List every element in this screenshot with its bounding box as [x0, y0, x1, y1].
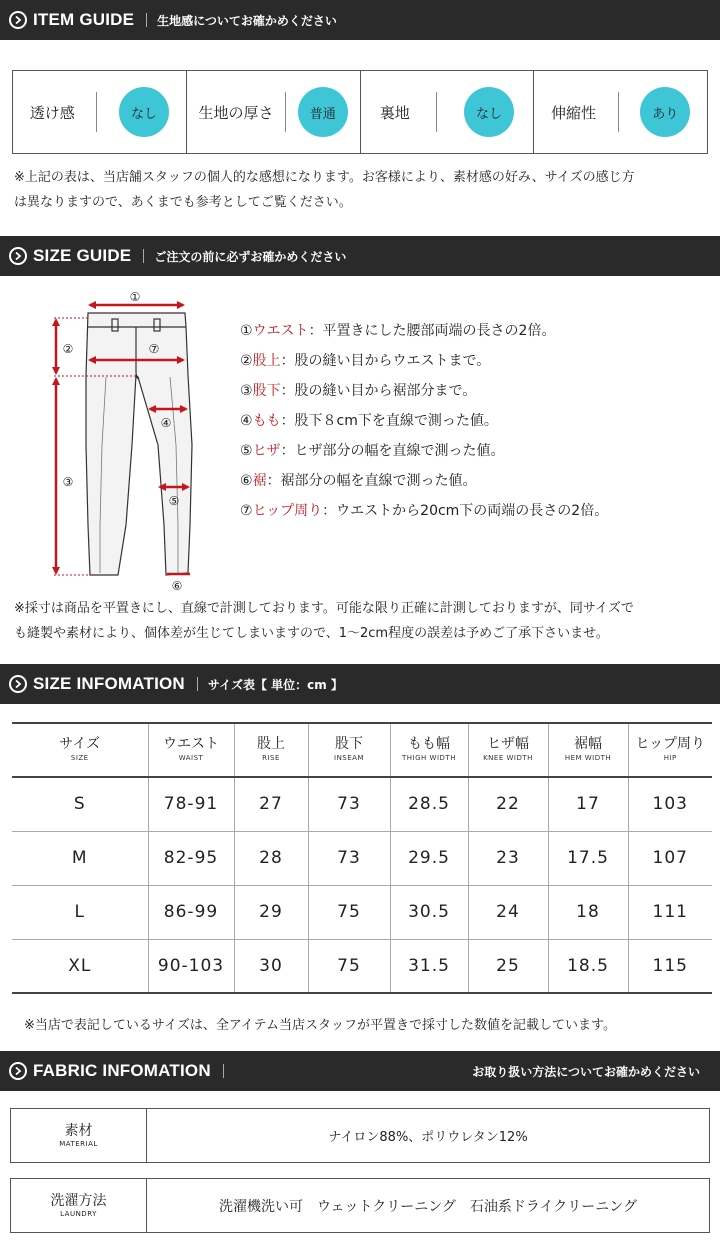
note-line: ※上記の表は、当店舗スタッフの個人的な感想になります。お客様により、素材感の好み、サイズの感じ方 — [14, 170, 635, 185]
legend-desc: ：裾部分の幅を直線で測った値。 — [266, 473, 477, 489]
size-table — [12, 722, 712, 994]
chevron-right-icon — [9, 247, 27, 265]
divider — [96, 92, 97, 132]
material-label-en: MATERIAL — [59, 1140, 98, 1148]
chevron-right-icon — [9, 675, 27, 693]
size-table-header-row — [12, 723, 712, 777]
divider — [618, 92, 619, 132]
legend-term: もも — [252, 413, 281, 429]
col-header-size: サイズ SIZE — [12, 723, 148, 777]
divider — [197, 677, 198, 691]
item-guide-note — [14, 165, 714, 215]
laundry-row — [10, 1178, 710, 1233]
cell: 111 — [628, 885, 712, 939]
note-line: は異なりますので、あくまでも参考としてご覧ください。 — [14, 195, 352, 210]
cell: 82-95 — [148, 831, 234, 885]
col-header-waist: ウエスト WAIST — [148, 723, 234, 777]
cell: 18 — [548, 885, 628, 939]
cell: XL — [12, 939, 148, 993]
divider — [223, 1064, 224, 1078]
laundry-value: 洗濯機洗い可 ウェットクリーニング 石油系ドライクリーニング — [219, 1198, 637, 1215]
cell: 73 — [308, 831, 390, 885]
pants-outline — [86, 313, 192, 575]
fabric-info-header — [0, 1051, 720, 1091]
legend-row — [240, 316, 608, 346]
measurement-legend — [240, 316, 608, 526]
divider — [436, 92, 437, 132]
material-label: 素材 — [64, 1123, 93, 1139]
cell: S — [12, 777, 148, 831]
laundry-label-en: LAUNDRY — [60, 1210, 97, 1218]
laundry-label: 洗濯方法 — [50, 1193, 107, 1209]
legend-row — [240, 376, 608, 406]
cell: 73 — [308, 777, 390, 831]
legend-term: ウエスト — [252, 323, 309, 339]
guide-label: 裏地 — [379, 103, 410, 122]
size-info-header — [0, 664, 720, 704]
legend-row — [240, 466, 608, 496]
fabric-feel-table — [12, 70, 708, 154]
legend-desc: ：股の縫い目からウエストまで。 — [280, 353, 491, 369]
guide-cell-transparency — [13, 71, 187, 153]
cell: 28.5 — [390, 777, 468, 831]
guide-cell-stretch — [534, 71, 707, 153]
cell: 28 — [234, 831, 308, 885]
marker-3: ③ — [62, 475, 74, 489]
guide-badge: あり — [640, 87, 690, 137]
legend-term: 裾 — [252, 473, 267, 489]
legend-term: 股下 — [252, 383, 281, 399]
legend-num: ④ — [240, 413, 253, 429]
cell: 75 — [308, 885, 390, 939]
legend-term: ヒザ — [252, 443, 281, 459]
legend-num: ③ — [240, 383, 253, 399]
marker-6: ⑥ — [171, 579, 183, 593]
divider — [146, 13, 147, 27]
marker-7: ⑦ — [148, 342, 160, 356]
cell: 103 — [628, 777, 712, 831]
section-subtitle: サイズ表【 単位：cm 】 — [207, 677, 343, 692]
legend-desc: ：股の縫い目から裾部分まで。 — [280, 383, 477, 399]
cell: 24 — [468, 885, 548, 939]
col-header-hem: 裾幅 HEM WIDTH — [548, 723, 628, 777]
material-row — [10, 1108, 710, 1163]
table-row — [12, 939, 712, 993]
legend-num: ① — [240, 323, 253, 339]
size-info-note: ※当店で表記しているサイズは、全アイテム当店スタッフが平置きで採寸した数値を記載しています。 — [24, 1018, 616, 1033]
cell: 29.5 — [390, 831, 468, 885]
legend-num: ② — [240, 353, 253, 369]
section-subtitle: お取り扱い方法についてお確かめください — [472, 1064, 700, 1079]
guide-label: 透け感 — [29, 103, 75, 122]
col-header-rise: 股上 RISE — [234, 723, 308, 777]
note-line: も縫製や素材により、個体差が生じてしまいますので、1〜2cm程度の誤差は予めご了承下さいませ。 — [14, 626, 609, 641]
legend-row — [240, 496, 608, 526]
legend-row — [240, 406, 608, 436]
section-title: SIZE GUIDE — [33, 246, 132, 265]
cell: M — [12, 831, 148, 885]
guide-label: 生地の厚さ — [198, 103, 274, 122]
marker-2: ② — [62, 342, 74, 356]
cell: 107 — [628, 831, 712, 885]
cell: 78-91 — [148, 777, 234, 831]
legend-desc: ：ヒザ部分の幅を直線で測った値。 — [280, 443, 505, 459]
cell: 27 — [234, 777, 308, 831]
guide-badge: 普通 — [298, 87, 348, 137]
legend-desc: ：ウエストから20cm下の両端の長さの2倍。 — [322, 503, 609, 519]
cell: 86-99 — [148, 885, 234, 939]
cell: 17 — [548, 777, 628, 831]
note-line: ※採寸は商品を平置きにし、直線で計測しております。可能な限り正確に計測しておりますが、同サイズで — [14, 601, 634, 616]
table-row — [12, 885, 712, 939]
marker-1: ① — [129, 290, 141, 304]
section-title: SIZE INFOMATION — [33, 674, 185, 693]
cell: 25 — [468, 939, 548, 993]
pants-diagram — [40, 285, 200, 595]
legend-num: ⑤ — [240, 443, 253, 459]
legend-num: ⑦ — [240, 503, 253, 519]
cell: 18.5 — [548, 939, 628, 993]
section-subtitle: ご注文の前に必ずお確かめください — [154, 249, 347, 264]
legend-num: ⑥ — [240, 473, 253, 489]
size-guide-header — [0, 236, 720, 276]
legend-row — [240, 346, 608, 376]
section-title: ITEM GUIDE — [33, 10, 135, 29]
divider — [143, 249, 144, 263]
guide-label: 伸縮性 — [551, 103, 597, 122]
chevron-right-icon — [9, 1062, 27, 1080]
legend-row — [240, 436, 608, 466]
marker-4: ④ — [160, 416, 172, 430]
material-key — [11, 1109, 147, 1162]
cell: 22 — [468, 777, 548, 831]
cell: 29 — [234, 885, 308, 939]
cell: 17.5 — [548, 831, 628, 885]
item-guide-header — [0, 0, 720, 40]
material-value: ナイロン88%、ポリウレタン12% — [328, 1130, 528, 1145]
divider — [285, 92, 286, 132]
cell: 75 — [308, 939, 390, 993]
cell: 23 — [468, 831, 548, 885]
table-row — [12, 831, 712, 885]
guide-badge: なし — [464, 87, 514, 137]
cell: L — [12, 885, 148, 939]
size-guide-note — [14, 596, 714, 646]
col-header-thigh: もも幅 THIGH WIDTH — [390, 723, 468, 777]
table-row — [12, 777, 712, 831]
cell: 30 — [234, 939, 308, 993]
col-header-inseam: 股下 INSEAM — [308, 723, 390, 777]
legend-term: ヒップ周り — [252, 503, 323, 519]
guide-badge: なし — [119, 87, 169, 137]
guide-cell-lining — [361, 71, 535, 153]
col-header-hip: ヒップ周り HIP — [628, 723, 712, 777]
marker-5: ⑤ — [168, 494, 180, 508]
cell: 30.5 — [390, 885, 468, 939]
cell: 31.5 — [390, 939, 468, 993]
cell: 90-103 — [148, 939, 234, 993]
chevron-right-icon — [9, 11, 27, 29]
legend-desc: ：股下８cm下を直線で測った値。 — [280, 413, 498, 429]
laundry-key — [11, 1179, 147, 1232]
cell: 115 — [628, 939, 712, 993]
legend-term: 股上 — [252, 353, 281, 369]
section-subtitle: 生地感についてお確かめください — [157, 13, 337, 28]
col-header-knee: ヒザ幅 KNEE WIDTH — [468, 723, 548, 777]
section-title: FABRIC INFOMATION — [33, 1061, 211, 1080]
guide-cell-thickness — [187, 71, 361, 153]
legend-desc: ：平置きにした腰部両端の長さの2倍。 — [308, 323, 556, 339]
